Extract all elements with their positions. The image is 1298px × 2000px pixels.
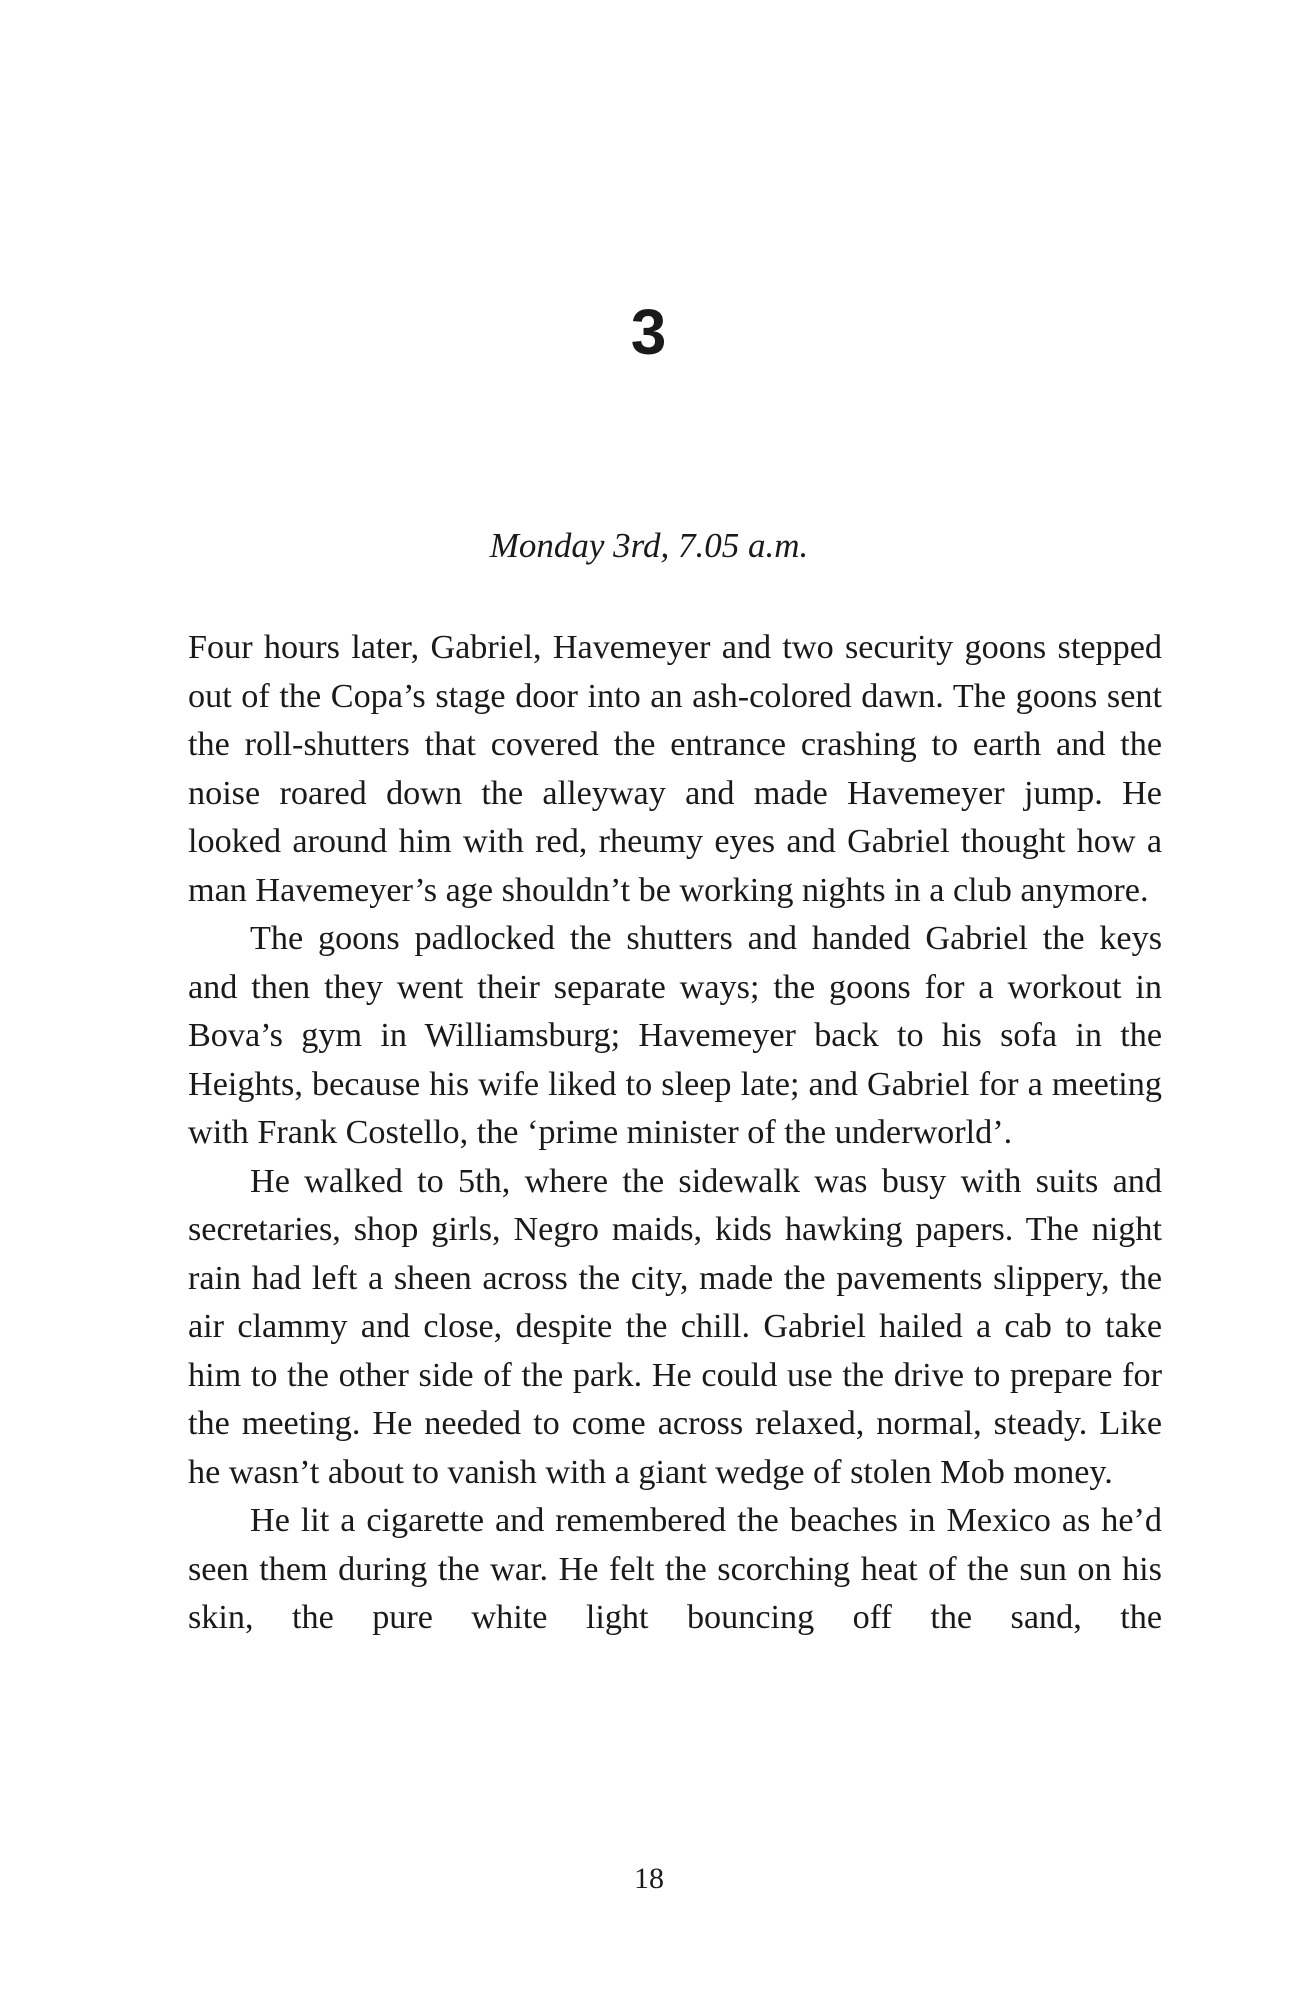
body-text <box>188 624 1162 1643</box>
chapter-number: 3 <box>630 296 668 368</box>
paragraph-2: The goons padlocked the shutters and handed Gabriel the keys and then they went their separate ways; the goons for a workout in Bova’s gym in Williamsburg; Havemeyer back to his sofa in the Heights, because his wife liked to sleep late; and Gabriel for a meeting with Frank Costello, the ‘prime minister of the underworld’. <box>188 920 1162 1151</box>
paragraph-3: He walked to 5th, where the sidewalk was busy with suits and secretaries, shop girls, Negro maids, kids hawking papers. The night rain had left a sheen across the city, made the pavements slippery, the air clammy and close, despite the chill. Gabriel hailed a cab to take him to the other side of the park. He could use the drive to prepare for the meeting. He needed to come across relaxed, normal, steady. Like he wasn’t about to vanish with a giant wedge of stolen Mob money. <box>188 1162 1162 1491</box>
paragraph-4: He lit a cigarette and remembered the beaches in Mexico as he’d seen them during the war. He felt the scorching heat of the sun on his skin, the pure white light bouncing off the sand, the <box>188 1502 1162 1636</box>
paragraph-1: Four hours later, Gabriel, Havemeyer and two security goons stepped out of the Copa’s stage door into an ash-colored dawn. The goons sent the roll-shutters that covered the entrance crashing to earth and the noise roared down the alleyway and made Havemeyer jump. He looked around him with red, rheumy eyes and Gabriel thought how a man Havemeyer’s age shouldn’t be working nights in a club anymore. <box>188 629 1162 909</box>
page-number: 18 <box>634 1862 664 1895</box>
chapter-dateline: Monday 3rd, 7.05 a.m. <box>489 526 809 565</box>
